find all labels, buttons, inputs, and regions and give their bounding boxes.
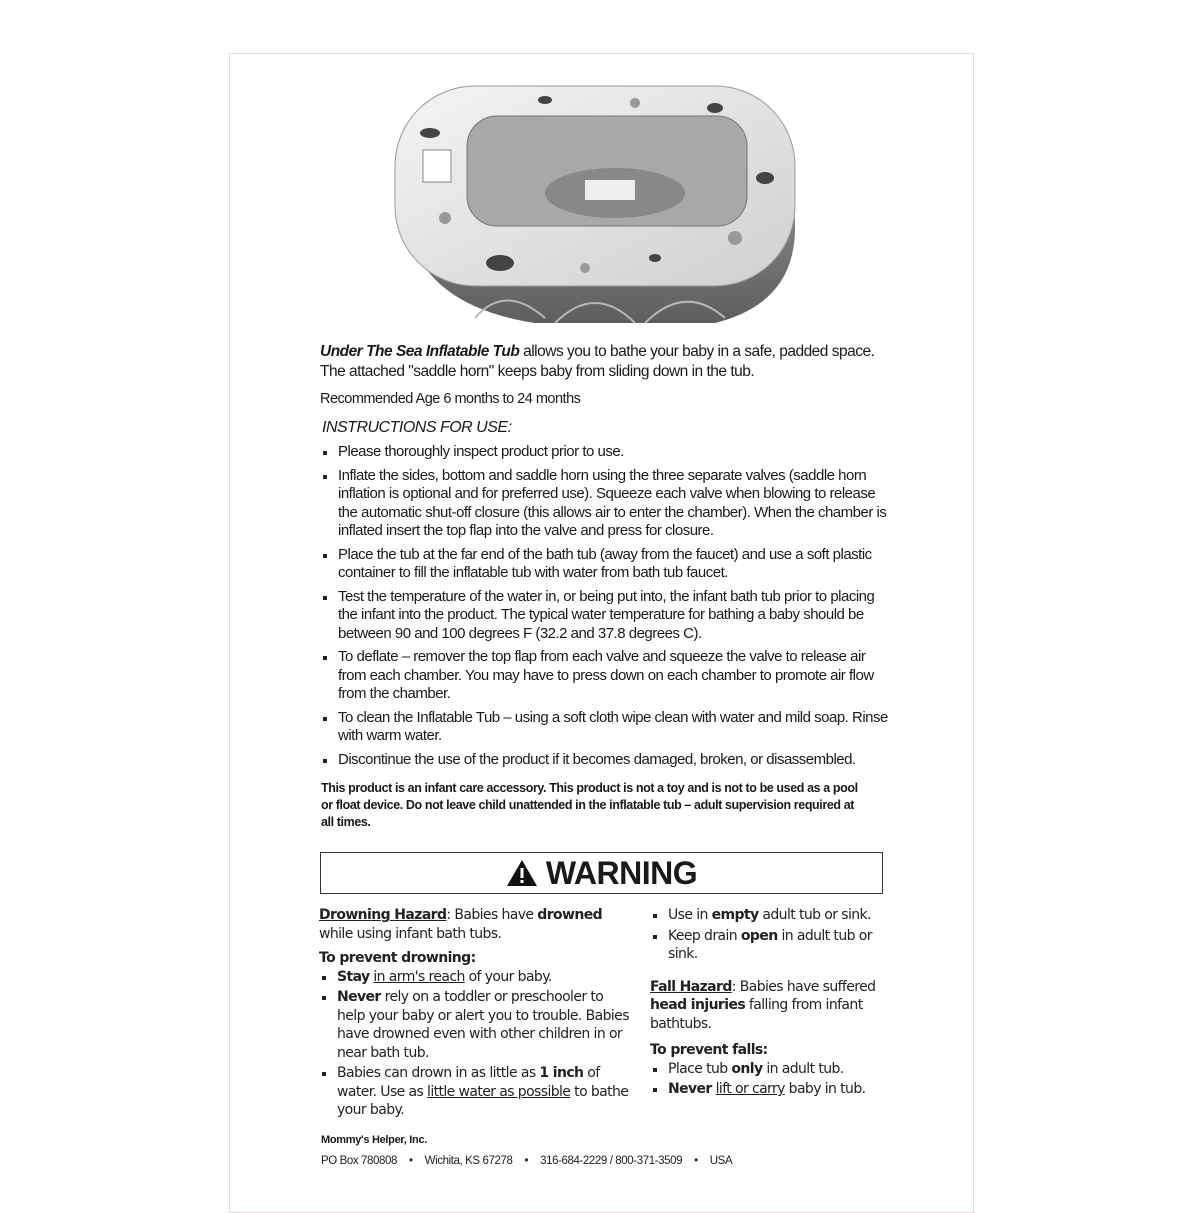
instruction-item: To deflate – remover the top flap from each valve and squeeze the valve to release air from each chamber. You may have to press down on each chamber to promote air flow from the chamber. xyxy=(320,648,890,704)
company-name: Mommy's Helper, Inc. xyxy=(321,1134,428,1146)
recommended-age: Recommended Age 6 months to 24 months xyxy=(320,391,581,407)
text: to bathe your baby. xyxy=(337,1083,629,1118)
instruction-item: Test the temperature of the water in, or being put into, the infant bath tub prior to placing the infant into the product. The typical water temperature for bathing a baby should be between 90 and 100 degrees F (32.2 and 37.8 degrees C). xyxy=(320,588,890,644)
po-box: PO Box 780808 xyxy=(321,1155,397,1167)
fall-hazard xyxy=(650,978,890,1034)
product-description xyxy=(320,342,890,382)
text: in adult tub or sink. xyxy=(668,927,872,962)
list-item xyxy=(319,988,629,1062)
company-address: PO Box 780808 • Wichita, KS 67278 • 316-684-2229 / 800-371-3509 • USA xyxy=(321,1155,733,1167)
text: adult tub or sink. xyxy=(758,907,871,923)
prevent-drowning-heading: To prevent drowning: xyxy=(319,950,476,966)
text: Use in xyxy=(668,907,712,923)
drowning-hazard xyxy=(319,906,629,943)
text: drowned xyxy=(537,907,603,923)
text: Never xyxy=(668,1081,712,1097)
safety-notice: This product is an infant care accessory. This product is not a toy and is not to be used as a pool or float device. Do not leave child unattended in the inflatable tub – adult supervision required at all times. xyxy=(321,781,858,829)
text: Never xyxy=(337,989,381,1005)
text: of water. Use as xyxy=(337,1065,600,1100)
text: Stay xyxy=(337,968,370,985)
warning-title: WARNING xyxy=(545,854,698,891)
list-item xyxy=(319,1064,629,1120)
text: of your baby. xyxy=(464,968,552,985)
list-item xyxy=(319,968,629,987)
instructions-heading: INSTRUCTIONS FOR USE: xyxy=(322,419,512,436)
drowning-list xyxy=(319,968,629,1120)
text: little water as possible xyxy=(427,1083,571,1100)
text: while using infant bath tubs. xyxy=(319,925,502,942)
text: Keep drain xyxy=(668,927,741,944)
instruction-item: Discontinue the use of the product if it becomes damaged, broken, or disassembled. xyxy=(320,751,890,770)
list-item xyxy=(650,1060,890,1079)
inflatable-tub-image xyxy=(385,68,805,333)
instruction-item: Inflate the sides, bottom and saddle horn using the three separate valves (saddle horn inflation is optional and for preferred use). Squeeze each valve when blowing to release the automatic shut-off closure (this allows air to enter the chamber). When the chamber is inflated insert the top flap into the valve and press for closure. xyxy=(320,467,890,541)
instructions-list xyxy=(320,443,890,774)
text: : Babies have suffered xyxy=(731,978,876,995)
country: USA xyxy=(709,1155,733,1167)
product-name: Under The Sea Inflatable Tub xyxy=(320,343,520,360)
text: 1 inch xyxy=(539,1065,584,1081)
falls-list xyxy=(650,1060,890,1099)
description-text: allows you to bathe your baby in a safe, padded space. The attached "saddle horn" keeps baby from sliding down in the tub. xyxy=(320,343,875,380)
text: in arm's reach xyxy=(373,968,465,985)
drowning-section xyxy=(319,906,629,1125)
text: open xyxy=(740,927,778,944)
text: empty xyxy=(711,907,759,923)
prevent-falls-heading: To prevent falls: xyxy=(650,1042,768,1058)
instruction-item: Please thoroughly inspect product prior to use. xyxy=(320,443,890,462)
list-item xyxy=(650,906,890,925)
text: only xyxy=(731,1060,763,1077)
list-item xyxy=(650,927,890,964)
instruction-item: Place the tub at the far end of the bath tub (away from the faucet) and use a soft plastic container to fill the inflatable tub with water from bath tub faucet. xyxy=(320,546,890,583)
text: Babies can drown in as little as xyxy=(337,1065,540,1081)
drowning-hazard-label: Drowning Hazard xyxy=(319,907,447,923)
tub-use-list xyxy=(650,906,890,964)
list-item xyxy=(650,1080,890,1099)
text: Place tub xyxy=(668,1060,732,1077)
text: lift or carry xyxy=(715,1081,785,1097)
warning-banner xyxy=(320,852,883,894)
fall-section xyxy=(650,906,890,1104)
fall-hazard-label: Fall Hazard xyxy=(650,978,732,995)
text: falling from infant bathtubs. xyxy=(650,997,863,1032)
phone: 316-684-2229 / 800-371-3509 xyxy=(540,1155,683,1167)
text: rely on a toddler or preschooler to help your baby or alert you to trouble. Babies have drowned even with other children in or near bath tub. xyxy=(337,989,629,1061)
text: : Babies have xyxy=(446,907,538,923)
text: baby in tub. xyxy=(784,1081,866,1097)
text: head injuries xyxy=(650,997,746,1013)
text: in adult tub. xyxy=(762,1060,844,1077)
instruction-item: To clean the Inflatable Tub – using a soft cloth wipe clean with water and mild soap. Rinse with warm water. xyxy=(320,709,890,746)
warning-triangle-icon xyxy=(506,859,538,887)
city: Wichita, KS 67278 xyxy=(424,1155,513,1167)
